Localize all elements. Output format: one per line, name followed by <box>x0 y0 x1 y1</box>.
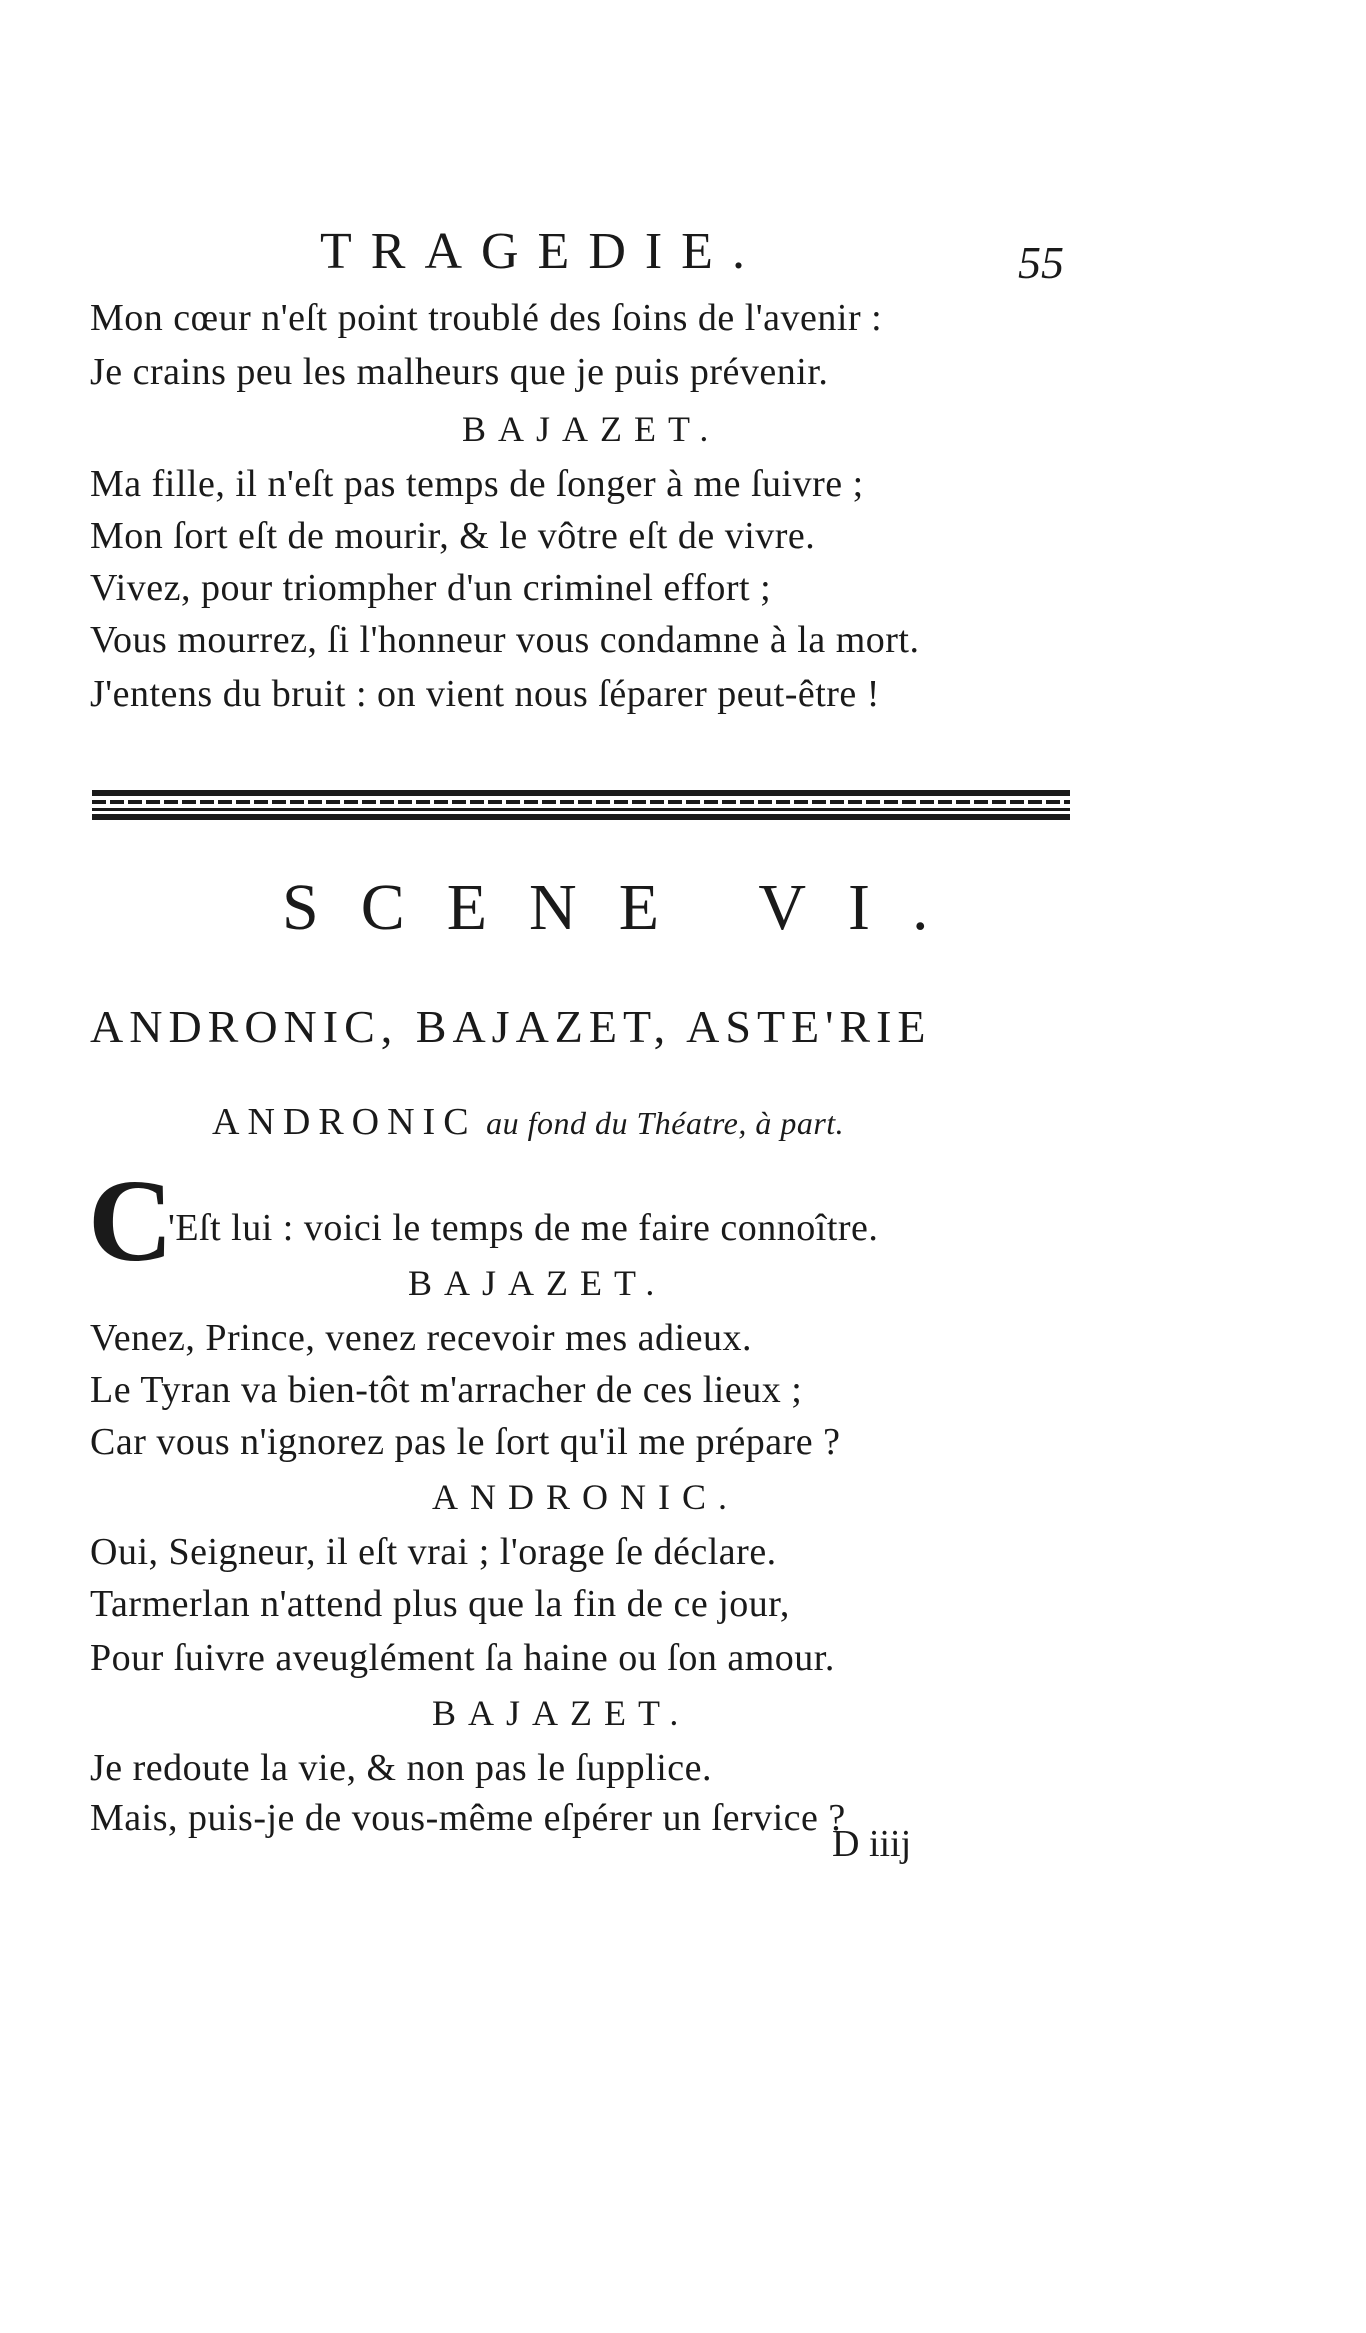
verse-line: Oui, Seigneur, il eſt vrai ; l'orage ſe déclare. <box>90 1531 777 1573</box>
verse-line: Le Tyran va bien-tôt m'arracher de ces lieux ; <box>90 1369 803 1411</box>
verse-line: Vous mourrez, ſi l'honneur vous condamne à la mort. <box>90 619 920 661</box>
scene-title: SCENE VI. <box>282 871 971 944</box>
stage-direction: au fond du Théatre, à part. <box>486 1105 845 1141</box>
verse-line: Tarmerlan n'attend plus que la fin de ce jour, <box>90 1583 790 1625</box>
speaker-heading: BAJAZET. <box>408 1263 667 1303</box>
speaker-heading: BAJAZET. <box>432 1693 691 1733</box>
cast-list: ANDRONIC, BAJAZET, ASTE'RIE <box>90 1001 932 1052</box>
verse-line: J'entens du bruit : on vient nous ſéparer peut-être ! <box>90 673 880 715</box>
page-number: 55 <box>1018 237 1064 288</box>
verse-line: Pour ſuivre aveuglément ſa haine ou ſon amour. <box>90 1637 835 1679</box>
verse-line: Mais, puis-je de vous-même eſpérer un ſervice ? <box>90 1797 846 1839</box>
stage-direction-line <box>212 1100 844 1144</box>
verse-line: Mon ſort eſt de mourir, & le vôtre eſt de vivre. <box>90 515 816 557</box>
drop-cap: C <box>88 1155 174 1286</box>
ornamental-rule <box>92 790 1070 820</box>
speaker-heading: ANDRONIC. <box>432 1477 740 1517</box>
verse-line: Car vous n'ignorez pas le ſort qu'il me prépare ? <box>90 1421 841 1463</box>
signature-mark: D iiij <box>832 1823 912 1865</box>
verse-line: Vivez, pour triompher d'un criminel effort ; <box>90 567 772 609</box>
verse-line: Ma fille, il n'eſt pas temps de ſonger à me ſuivre ; <box>90 463 864 505</box>
verse-line: Venez, Prince, venez recevoir mes adieux. <box>90 1317 752 1359</box>
running-title: TRAGEDIE. <box>320 223 764 280</box>
speaker-heading: ANDRONIC <box>212 1101 477 1143</box>
verse-line: Je redoute la vie, & non pas le ſupplice. <box>90 1747 712 1789</box>
verse-line: Je crains peu les malheurs que je puis prévenir. <box>90 351 829 393</box>
verse-line: 'Eſt lui : voici le temps de me faire connoître. <box>168 1207 879 1249</box>
speaker-heading: BAJAZET. <box>462 409 721 449</box>
verse-line: Mon cœur n'eſt point troublé des ſoins de l'avenir : <box>90 297 883 339</box>
